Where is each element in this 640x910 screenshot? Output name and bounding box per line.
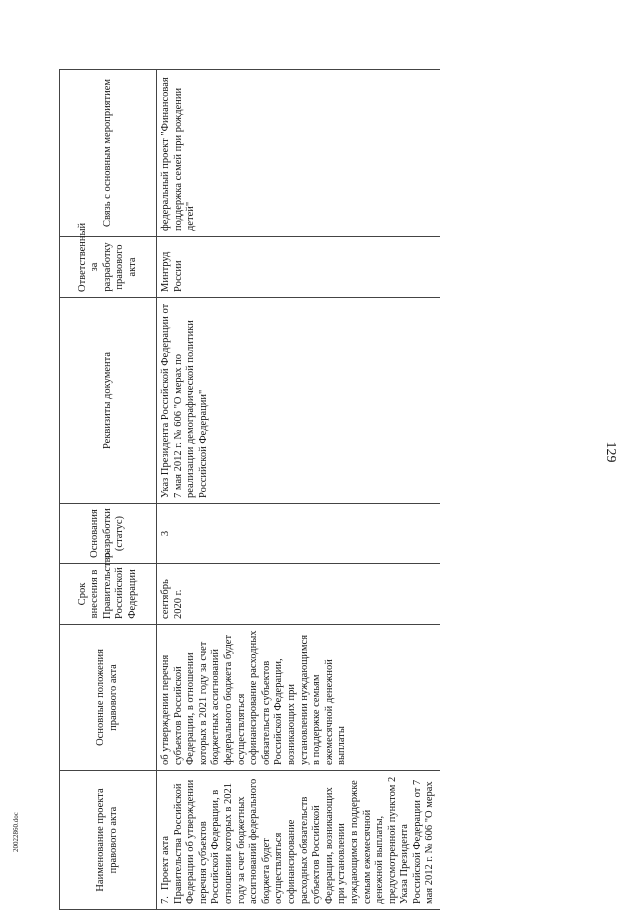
page-number: 129 bbox=[603, 441, 618, 463]
legal-acts-table bbox=[59, 69, 440, 910]
header-document-details: Реквизиты документа bbox=[60, 298, 157, 504]
header-responsible: Ответственный за разработку правового акта bbox=[60, 237, 157, 298]
header-act-name: Наименование проекта правового акта bbox=[60, 771, 157, 910]
header-basis-status: Основания разработки (статус) bbox=[60, 504, 157, 564]
header-deadline: Срок внесения в Правительство Российской Федерации bbox=[60, 564, 157, 625]
cell-status: 3 bbox=[157, 504, 441, 564]
file-name-stamp: 20022860.doc bbox=[12, 812, 20, 852]
header-link-to-event: Связь с основным мероприятием bbox=[60, 70, 157, 237]
cell-responsible: Минтруд России bbox=[157, 237, 441, 298]
table-header-row bbox=[60, 70, 157, 910]
rotated-page-content bbox=[59, 70, 601, 910]
row-number: 7. bbox=[160, 896, 171, 904]
cell-act-name bbox=[157, 771, 441, 910]
cell-document-details: Указ Президента Российской Федерации от 7 мая 2012 г. № 606 "О мерах по реализации демографической политики Российской Федерации" bbox=[157, 298, 441, 504]
cell-deadline: сентябрь 2020 г. bbox=[157, 564, 441, 625]
cell-main-provisions: об утверждении перечня субъектов Российской Федерации, в отношении которых в 2021 году за счет бюджетных ассигнований федерального бюджета будет осуществляться софинансирование расходных обязательств субъектов Российской Федерации, возникающих при установлении нуждающимся в поддержке семьям ежемесячной денежной выплаты bbox=[157, 625, 441, 771]
header-main-provisions: Основные положения правового акта bbox=[60, 625, 157, 771]
table-row bbox=[157, 70, 441, 910]
act-name-text: Проект акта Правительства Российской Федерации об утверждении перечня субъектов Российской Федерации, в отношении которых в 2021 году за счет бюджетных ассигнований федерального бюджета будет осуществляться софинансирование расходных обязательств субъектов Российской Федерации, возникающих при установлении нуждающимся в поддержке семьям ежемесячной денежной выплаты, предусмотренной пунктом 2 Указа Президента Российской Федерации от 7 мая 2012 г. № 606 "О мерах bbox=[160, 776, 436, 904]
cell-link-to-event: федеральный проект "Финансовая поддержка семей при рождении детей" bbox=[157, 70, 441, 237]
